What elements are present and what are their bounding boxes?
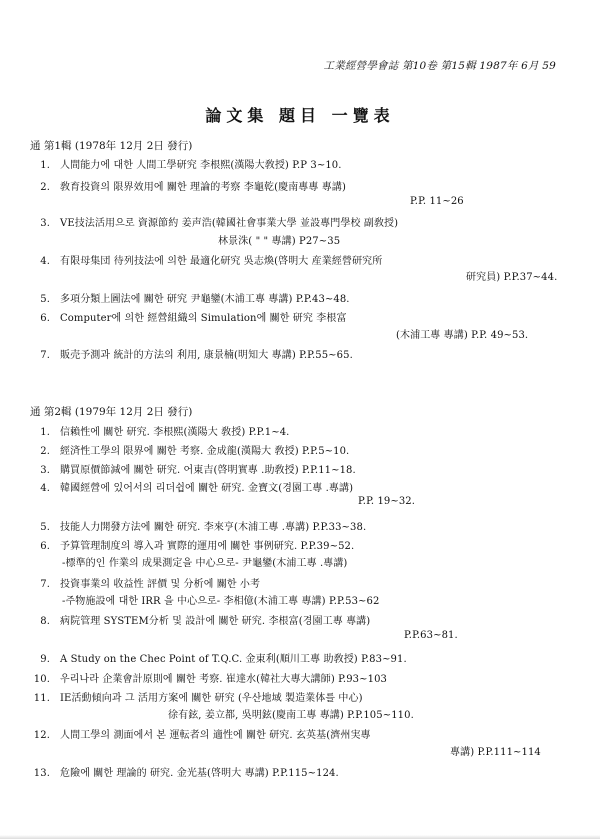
item-number: 11. — [33, 693, 50, 704]
list-item — [30, 442, 349, 457]
list-item — [30, 726, 371, 741]
item-number: 3. — [40, 465, 50, 476]
scan-edge — [0, 835, 600, 839]
list-item-continued: P.P. 19~32. — [358, 496, 416, 507]
item-text: 予算管理制度의 導入과 實際的運用에 關한 事例研究. P.P.39~52. — [60, 541, 355, 552]
item-text: 購買原價節減에 關한 研究. 어東吉(啓明實專 .助敎授) P.P.11~18. — [60, 465, 356, 476]
list-item — [30, 309, 347, 324]
list-item — [30, 537, 354, 552]
item-text: 危險에 關한 理論的 研究. 金光基(啓明大 專講) P.P.115~124. — [60, 768, 339, 779]
list-item-continued: -標準的인 作業의 成果測定을 中心으로- 尹龜鑾(木浦工專 .專講) — [62, 558, 348, 569]
list-item-continued: P.P. 11~26 — [410, 196, 464, 207]
item-number: 4. — [40, 483, 50, 494]
item-number: 8. — [40, 616, 50, 627]
item-text: IE活動傾向과 그 活用方案에 關한 研究 (우산地域 製造業体를 中心) — [60, 693, 363, 704]
item-number: 4. — [40, 256, 50, 267]
list-item — [30, 346, 353, 361]
item-number: 5. — [40, 522, 50, 533]
list-item — [30, 290, 350, 305]
item-number: 1. — [40, 427, 50, 438]
item-number: 2. — [40, 182, 50, 193]
item-text: 投資事業의 收益性 評價 및 分析에 關한 小考 — [60, 579, 261, 590]
item-text: 經済性工學의 限界에 關한 考察. 金成龍(漢陽大 敎授) P.P.5~10. — [60, 446, 350, 457]
list-item — [30, 612, 370, 627]
list-item — [30, 156, 342, 171]
item-number: 10. — [33, 674, 50, 685]
item-text: VE技法活用으로 資源節約 姜声浩(韓國社會事業大學 並設專門學校 副敎授) — [60, 218, 399, 229]
list-item-continued: P.P.63~81. — [404, 630, 458, 641]
item-text: 技能人力開發方法에 關한 研究. 李來亨(木浦工專 .專講) P.P.33~38. — [60, 522, 367, 533]
list-item — [30, 575, 260, 590]
item-number: 7. — [40, 350, 50, 361]
item-number: 13. — [33, 768, 50, 779]
item-text: 人間工學의 測面에서 본 運転者의 適性에 關한 研究. 玄英基(濟州実專 — [60, 730, 371, 741]
list-item-continued: (木浦工專 專講) P.P. 49~53. — [396, 330, 529, 341]
item-number: 6. — [40, 313, 50, 324]
item-text: 人間能力에 대한 人間工學研究 李根熙(漢陽大敎授) P.P 3~10. — [60, 160, 342, 171]
item-number: 1. — [40, 160, 50, 171]
list-item — [30, 214, 398, 229]
item-text: 信賴性에 關한 研究. 李根熙(漢陽大 敎授) P.P.1~4. — [60, 427, 290, 438]
list-item — [30, 178, 346, 193]
item-number: 6. — [40, 541, 50, 552]
list-item-continued: -주物施設에 대한 IRR 을 中心으로- 李相億(木浦工專 專講) P.P.53~62 — [62, 596, 380, 607]
list-item-continued: 研究員) P.P.37~44. — [466, 272, 558, 283]
item-text: 多項分類上圖法에 關한 研究 尹龜鑾(木浦工專 專講) P.P.43~48. — [60, 294, 350, 305]
item-text: A Study on the Chec Point of T.Q.C. 金東利(順川工專 助敎授) P.83~91. — [60, 654, 407, 665]
issue-heading: 通 第1輯 (1978年 12月 2日 發行) — [30, 140, 193, 152]
list-item — [30, 764, 339, 779]
item-text: 販売予測과 統計的方法의 利用, 康景楠(明知大 專講) P.P.55~65. — [60, 350, 353, 361]
item-number: 5. — [40, 294, 50, 305]
page-title: 論文集 題目 一覽表 — [205, 106, 395, 125]
item-text: 韓國經營에 있어서의 리더쉽에 關한 研究. 金寶文(경園工專 .專講) — [60, 483, 354, 494]
item-number: 12. — [33, 730, 50, 741]
list-item — [30, 650, 407, 665]
list-item — [30, 670, 387, 685]
list-item — [30, 252, 382, 267]
list-item — [30, 689, 363, 704]
list-item — [30, 461, 356, 476]
item-text: 病院管理 SYSTEM分析 및 設計에 關한 研究. 李根富(경園工專 專講) — [60, 616, 371, 627]
running-header: 工業經營學會誌 第10卷 第15輯 1987年 6月 59 — [323, 60, 556, 72]
list-item — [30, 423, 289, 438]
list-item-continued: 林景洙( " " 專講) P27~35 — [218, 236, 341, 247]
list-item — [30, 518, 366, 533]
issue-heading: 通 第2輯 (1979年 12月 2日 發行) — [30, 406, 193, 418]
item-number: 9. — [40, 654, 50, 665]
list-item-continued: 專講) P.P.111~114 — [450, 747, 541, 758]
list-item-continued: 徐有鉉, 姜立都, 吳明鉉(慶南工專 專講) P.P.105~110. — [168, 710, 414, 721]
list-item — [30, 479, 353, 494]
item-text: 敎育投資의 限界效用에 關한 理論的考察 李龜乾(慶南專專 專講) — [60, 182, 346, 193]
item-number: 3. — [40, 218, 50, 229]
item-text: 有限母集団 待列技法에 의한 最適化研究 吳志煥(啓明大 産業經營研究所 — [60, 256, 383, 267]
item-text: 우리나라 企業會計原則에 關한 考察. 崔達水(韓社大專大講師) P.93~103 — [60, 674, 388, 685]
item-text: Computer에 의한 經營組織의 Simulation에 關한 研究 李根富 — [60, 313, 347, 324]
item-number: 2. — [40, 446, 50, 457]
item-number: 7. — [40, 579, 50, 590]
